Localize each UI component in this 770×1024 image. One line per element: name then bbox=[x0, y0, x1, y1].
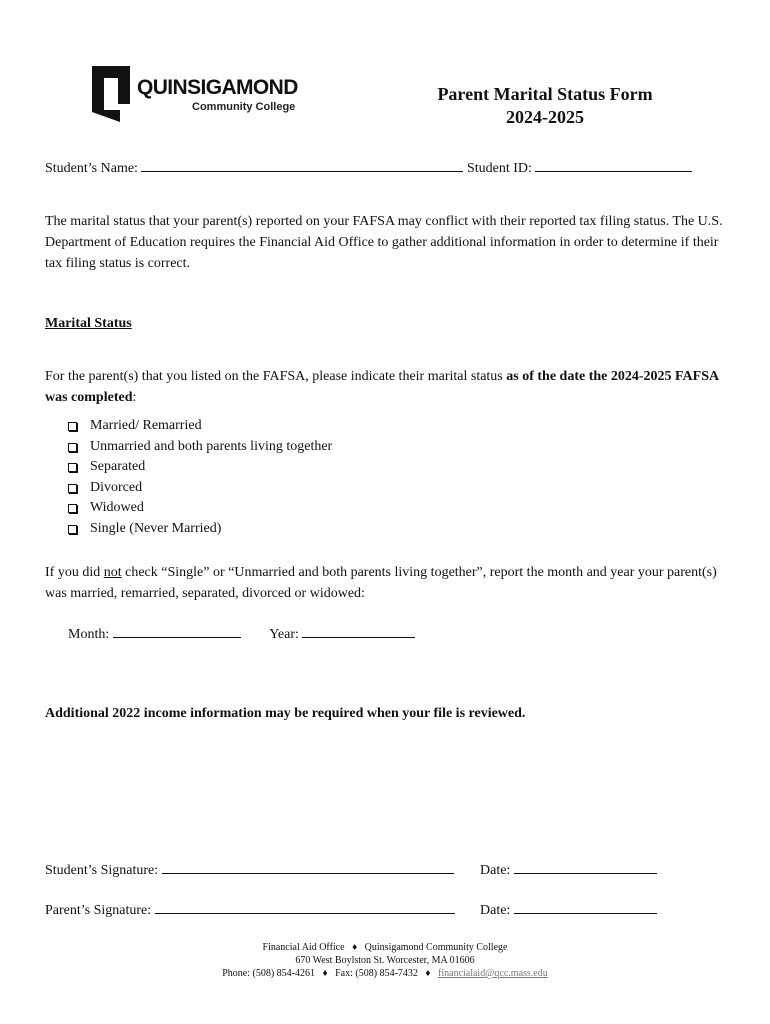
footer-fax: Fax: (508) 854-7432 bbox=[335, 968, 418, 979]
student-signature-field[interactable] bbox=[162, 860, 454, 874]
student-signature-row bbox=[45, 860, 454, 879]
parent-date-label: Date: bbox=[480, 903, 511, 918]
year-label: Year: bbox=[269, 627, 299, 642]
option-single[interactable] bbox=[68, 521, 221, 537]
checkbox-icon[interactable] bbox=[68, 422, 77, 431]
option-unmarried-together[interactable] bbox=[68, 439, 332, 455]
marital-status-heading: Marital Status bbox=[45, 316, 132, 331]
footer-address: 670 West Boylston St. Worcester, MA 01606 bbox=[295, 955, 475, 966]
student-date-row bbox=[480, 860, 657, 879]
diamond-icon: ♦ bbox=[322, 968, 328, 979]
student-signature-label: Student’s Signature: bbox=[45, 863, 159, 878]
diamond-icon: ♦ bbox=[352, 942, 358, 953]
checkbox-icon[interactable] bbox=[68, 443, 77, 452]
income-notice: Additional 2022 income information may be required when your file is reviewed. bbox=[45, 706, 526, 721]
year-field[interactable] bbox=[302, 624, 415, 638]
footer-line-3 bbox=[0, 967, 770, 980]
checkbox-icon[interactable] bbox=[68, 484, 77, 493]
parent-signature-field[interactable] bbox=[155, 900, 455, 914]
option-married[interactable] bbox=[68, 418, 202, 434]
footer-office: Financial Aid Office bbox=[262, 942, 345, 953]
option-label: Separated bbox=[90, 459, 146, 474]
student-name-label: Student’s Name: bbox=[45, 161, 138, 176]
checkbox-icon[interactable] bbox=[68, 463, 77, 472]
parent-signature-label: Parent’s Signature: bbox=[45, 903, 152, 918]
option-separated[interactable] bbox=[68, 459, 145, 475]
college-logo bbox=[92, 64, 312, 124]
student-name-field[interactable] bbox=[141, 158, 463, 172]
college-logo-name: QUINSIGAMOND bbox=[137, 76, 298, 99]
option-label: Single (Never Married) bbox=[90, 521, 222, 536]
followup-paragraph bbox=[45, 562, 730, 604]
footer-email-link[interactable]: financialaid@qcc.mass.edu bbox=[438, 968, 548, 979]
college-logo-subtitle: Community College bbox=[192, 101, 296, 113]
followup-emphasis: not bbox=[103, 565, 122, 580]
month-label: Month: bbox=[68, 627, 110, 642]
student-date-label: Date: bbox=[480, 863, 511, 878]
parent-date-row bbox=[480, 900, 657, 919]
parent-date-field[interactable] bbox=[514, 900, 657, 914]
form-title: Parent Marital Status Form bbox=[437, 84, 653, 104]
question-suffix: : bbox=[132, 390, 137, 405]
footer-line-1 bbox=[0, 941, 770, 954]
marital-status-question bbox=[45, 366, 730, 408]
option-label: Widowed bbox=[90, 500, 144, 515]
question-emphasis: as of the date the 2024-2025 FAFSA was completed bbox=[45, 369, 719, 405]
student-date-field[interactable] bbox=[514, 860, 657, 874]
footer bbox=[0, 941, 770, 980]
question-text: For the parent(s) that you listed on the FAFSA, please indicate their marital status bbox=[45, 369, 507, 384]
option-divorced[interactable] bbox=[68, 480, 142, 496]
followup-text: If you did bbox=[45, 565, 104, 580]
month-field[interactable] bbox=[113, 624, 241, 638]
footer-college: Quinsigamond Community College bbox=[364, 942, 508, 953]
college-logo-mark-icon bbox=[92, 64, 134, 124]
option-label: Married/ Remarried bbox=[90, 418, 202, 433]
checkbox-icon[interactable] bbox=[68, 504, 77, 513]
student-info-row bbox=[45, 158, 692, 177]
month-year-row bbox=[68, 624, 415, 643]
followup-text-rest: check “Single” or “Unmarried and both parents living together”, report the month and year your parent(s) was married, remarried, separated, divorced or widowed: bbox=[45, 565, 717, 601]
student-id-label: Student ID: bbox=[466, 161, 532, 176]
option-label: Unmarried and both parents living together bbox=[90, 439, 333, 454]
option-widowed[interactable] bbox=[68, 500, 144, 516]
student-id-field[interactable] bbox=[535, 158, 692, 172]
footer-phone: Phone: (508) 854-4261 bbox=[222, 968, 316, 979]
diamond-icon: ♦ bbox=[425, 968, 431, 979]
option-label: Divorced bbox=[90, 480, 143, 495]
form-year: 2024-2025 bbox=[506, 107, 584, 127]
intro-paragraph: The marital status that your parent(s) reported on your FAFSA may conflict with their reported tax filing status. The U.S. Department of Education requires the Financial Aid Office to gather additional information in order to determine if their tax filing status is correct. bbox=[45, 214, 723, 271]
parent-signature-row bbox=[45, 900, 455, 919]
checkbox-icon[interactable] bbox=[68, 525, 77, 534]
